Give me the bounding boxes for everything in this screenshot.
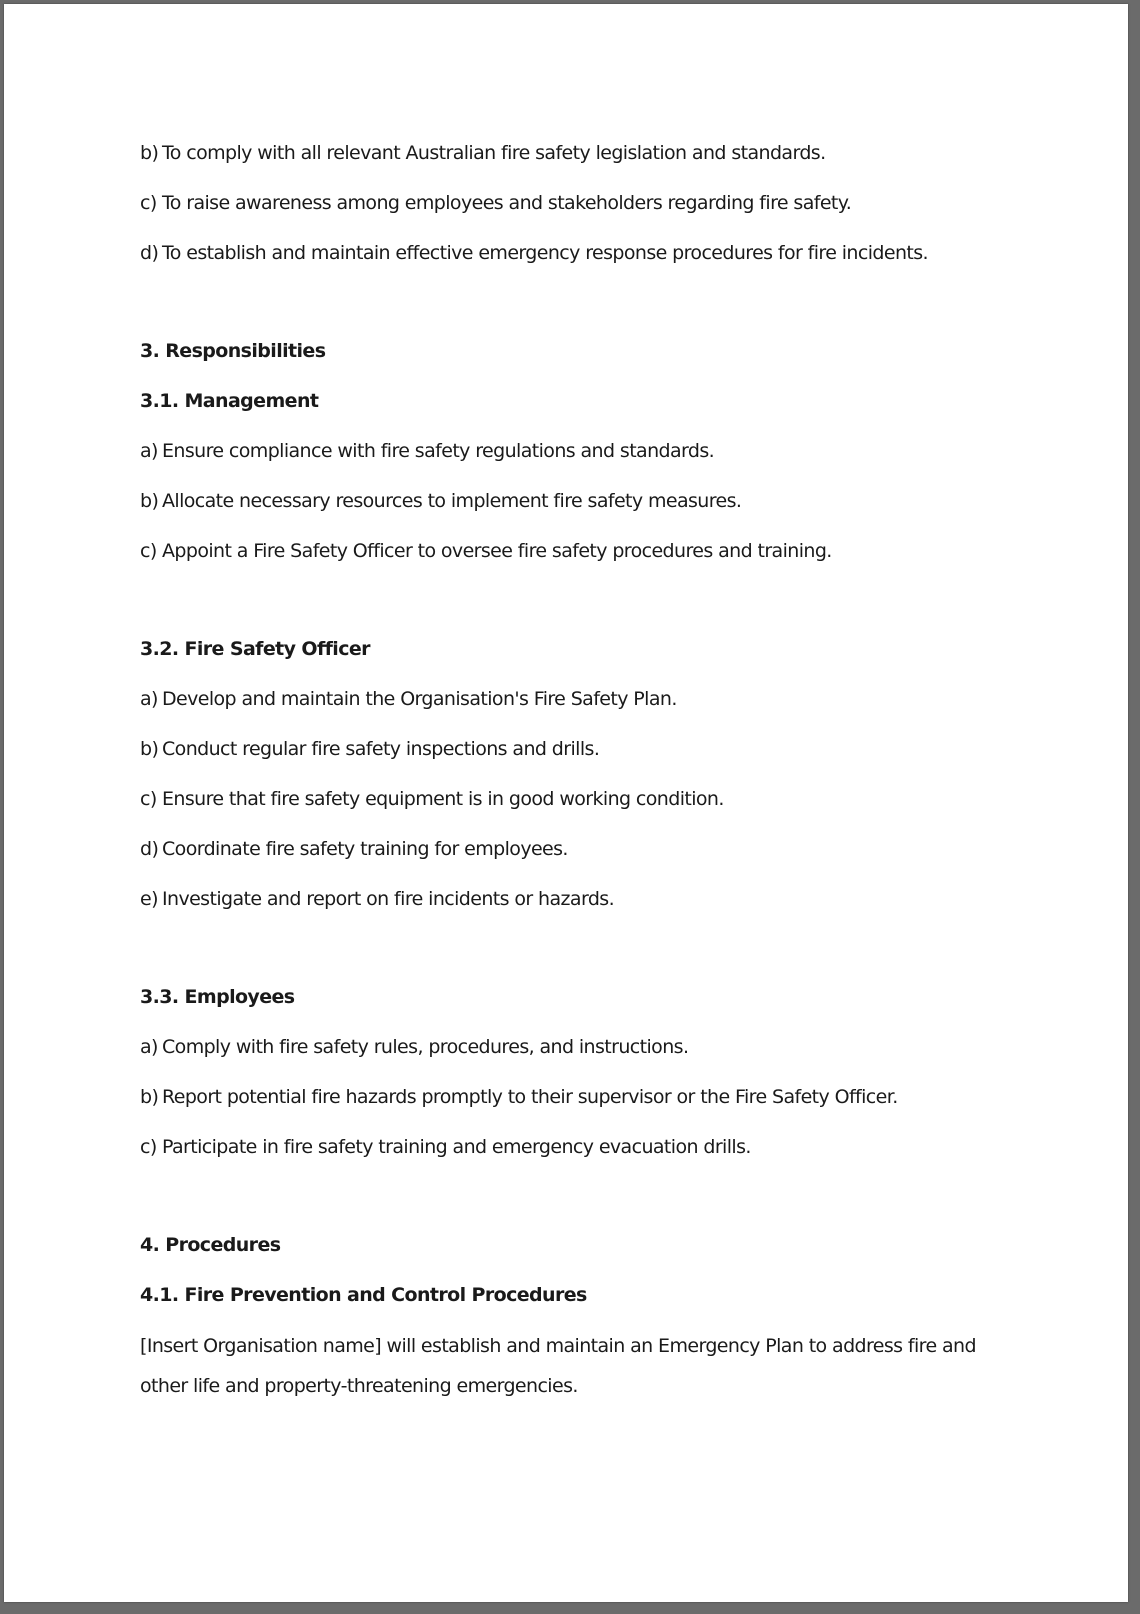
- list-item: [140, 238, 1040, 268]
- list-item-text: Conduct regular fire safety inspections and drills.: [162, 738, 600, 760]
- list-item-text: Report potential fire hazards promptly to their supervisor or the Fire Safety Officer.: [162, 1086, 898, 1108]
- list-item-text: Appoint a Fire Safety Officer to oversee fire safety procedures and training.: [162, 540, 832, 562]
- spacer: [140, 934, 1040, 982]
- list-item: [140, 884, 1040, 914]
- subsection-heading: 4.1. Fire Prevention and Control Procedures: [140, 1284, 587, 1306]
- list-item-text: Ensure compliance with fire safety regulations and standards.: [162, 440, 715, 462]
- subsection-heading: 3.1. Management: [140, 390, 319, 412]
- list-item-text: Ensure that fire safety equipment is in good working condition.: [162, 788, 724, 810]
- list-marker: b): [140, 1086, 159, 1108]
- list-marker: d): [140, 242, 159, 264]
- list-marker: d): [140, 838, 159, 860]
- list-marker: c): [140, 192, 157, 214]
- list-item-text: Comply with fire safety rules, procedures, and instructions.: [162, 1036, 689, 1058]
- list-item-text: Participate in fire safety training and emergency evacuation drills.: [162, 1136, 751, 1158]
- list-item-text: To comply with all relevant Australian fire safety legislation and standards.: [162, 142, 826, 164]
- list-item: [140, 536, 1040, 566]
- list-item: [140, 834, 1040, 864]
- spacer: [140, 1182, 1040, 1230]
- list-marker: e): [140, 888, 158, 910]
- document-page: [4, 4, 1128, 1602]
- list-item: [140, 784, 1040, 814]
- list-item: [140, 1032, 1040, 1062]
- section-heading: 4. Procedures: [140, 1234, 281, 1256]
- list-marker: b): [140, 738, 159, 760]
- list-marker: c): [140, 788, 157, 810]
- list-item: [140, 1132, 1040, 1162]
- body-paragraph: [140, 1326, 1040, 1406]
- list-item-text: Investigate and report on fire incidents or hazards.: [162, 888, 615, 910]
- paragraph-line: other life and property-threatening emergencies.: [140, 1375, 578, 1397]
- paragraph-line: [Insert Organisation name] will establish and maintain an Emergency Plan to address fire and: [140, 1335, 976, 1357]
- list-item: [140, 684, 1040, 714]
- subsection-heading: 3.3. Employees: [140, 986, 295, 1008]
- list-item: [140, 734, 1040, 764]
- list-item: [140, 138, 1040, 168]
- list-item-text: Coordinate fire safety training for employees.: [162, 838, 568, 860]
- section-heading: 3. Responsibilities: [140, 340, 326, 362]
- list-item: [140, 436, 1040, 466]
- list-item-text: Develop and maintain the Organisation's Fire Safety Plan.: [162, 688, 677, 710]
- spacer: [140, 288, 1040, 336]
- list-item: [140, 188, 1040, 218]
- list-item-text: To establish and maintain effective emergency response procedures for fire incidents.: [162, 242, 928, 264]
- list-marker: c): [140, 1136, 157, 1158]
- list-marker: a): [140, 440, 158, 462]
- list-marker: b): [140, 490, 159, 512]
- list-item: [140, 486, 1040, 516]
- list-marker: a): [140, 688, 158, 710]
- list-marker: a): [140, 1036, 158, 1058]
- list-item: [140, 1082, 1040, 1112]
- list-item-text: To raise awareness among employees and stakeholders regarding fire safety.: [162, 192, 852, 214]
- list-marker: c): [140, 540, 157, 562]
- document-content: [140, 138, 1040, 1406]
- list-item-text: Allocate necessary resources to implement fire safety measures.: [162, 490, 742, 512]
- list-marker: b): [140, 142, 159, 164]
- spacer: [140, 586, 1040, 634]
- subsection-heading: 3.2. Fire Safety Officer: [140, 638, 370, 660]
